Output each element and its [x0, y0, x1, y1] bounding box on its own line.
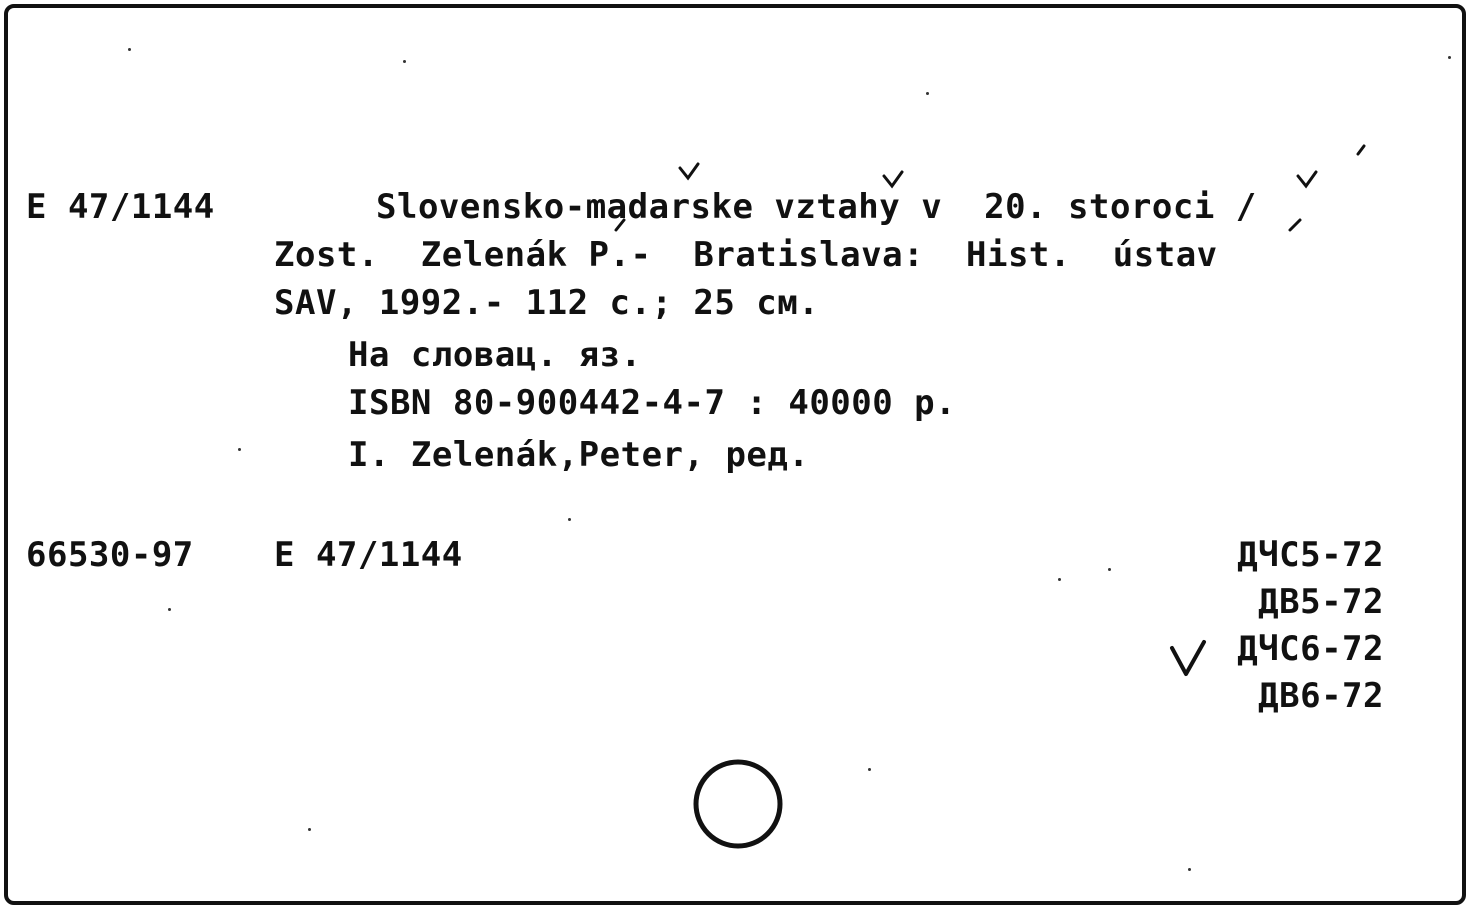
scan-speck	[868, 768, 871, 771]
call-number: E 47/1144	[26, 187, 215, 227]
code-item: ДВ6-72	[1258, 676, 1384, 716]
checkmark-icon	[1168, 638, 1210, 680]
acute-mark	[616, 220, 624, 230]
code-item: ДВ5-72	[1258, 582, 1384, 622]
scan-speck	[1058, 578, 1061, 581]
punch-hole-icon	[688, 754, 788, 854]
language-note: На словац. яз.	[348, 335, 642, 375]
acute-mark	[1290, 220, 1300, 230]
added-entry: I. Zelenák,Peter, ред.	[348, 435, 810, 475]
catalog-card	[4, 4, 1466, 905]
author-publisher-line: Zost. Zelenák P.- Bratislava: Hist. ústav	[274, 235, 1218, 275]
scan-speck	[1448, 56, 1451, 59]
scan-speck	[568, 518, 571, 521]
acute-mark	[1358, 146, 1364, 154]
imprint-line: SAV, 1992.- 112 с.; 25 см.	[274, 283, 820, 323]
caron-mark	[680, 164, 698, 178]
caron-mark	[1298, 172, 1316, 186]
code-item: ДЧС5-72	[1237, 535, 1384, 575]
scan-speck	[1188, 868, 1191, 871]
scan-speck	[168, 608, 171, 611]
code-item: ДЧС6-72	[1237, 629, 1384, 669]
scan-speck	[926, 92, 929, 95]
scan-speck	[128, 48, 131, 51]
accession-number: 66530-97	[26, 535, 194, 575]
caron-mark	[884, 172, 902, 186]
scan-speck	[1108, 568, 1111, 571]
scan-speck	[403, 60, 406, 63]
call-number-repeat: E 47/1144	[274, 535, 463, 575]
title-line: Slovensko-madarske vztahy v 20. storoci /	[376, 187, 1257, 227]
scan-speck	[308, 828, 311, 831]
isbn-line: ISBN 80-900442-4-7 : 40000 р.	[348, 383, 957, 423]
scan-speck	[238, 448, 241, 451]
